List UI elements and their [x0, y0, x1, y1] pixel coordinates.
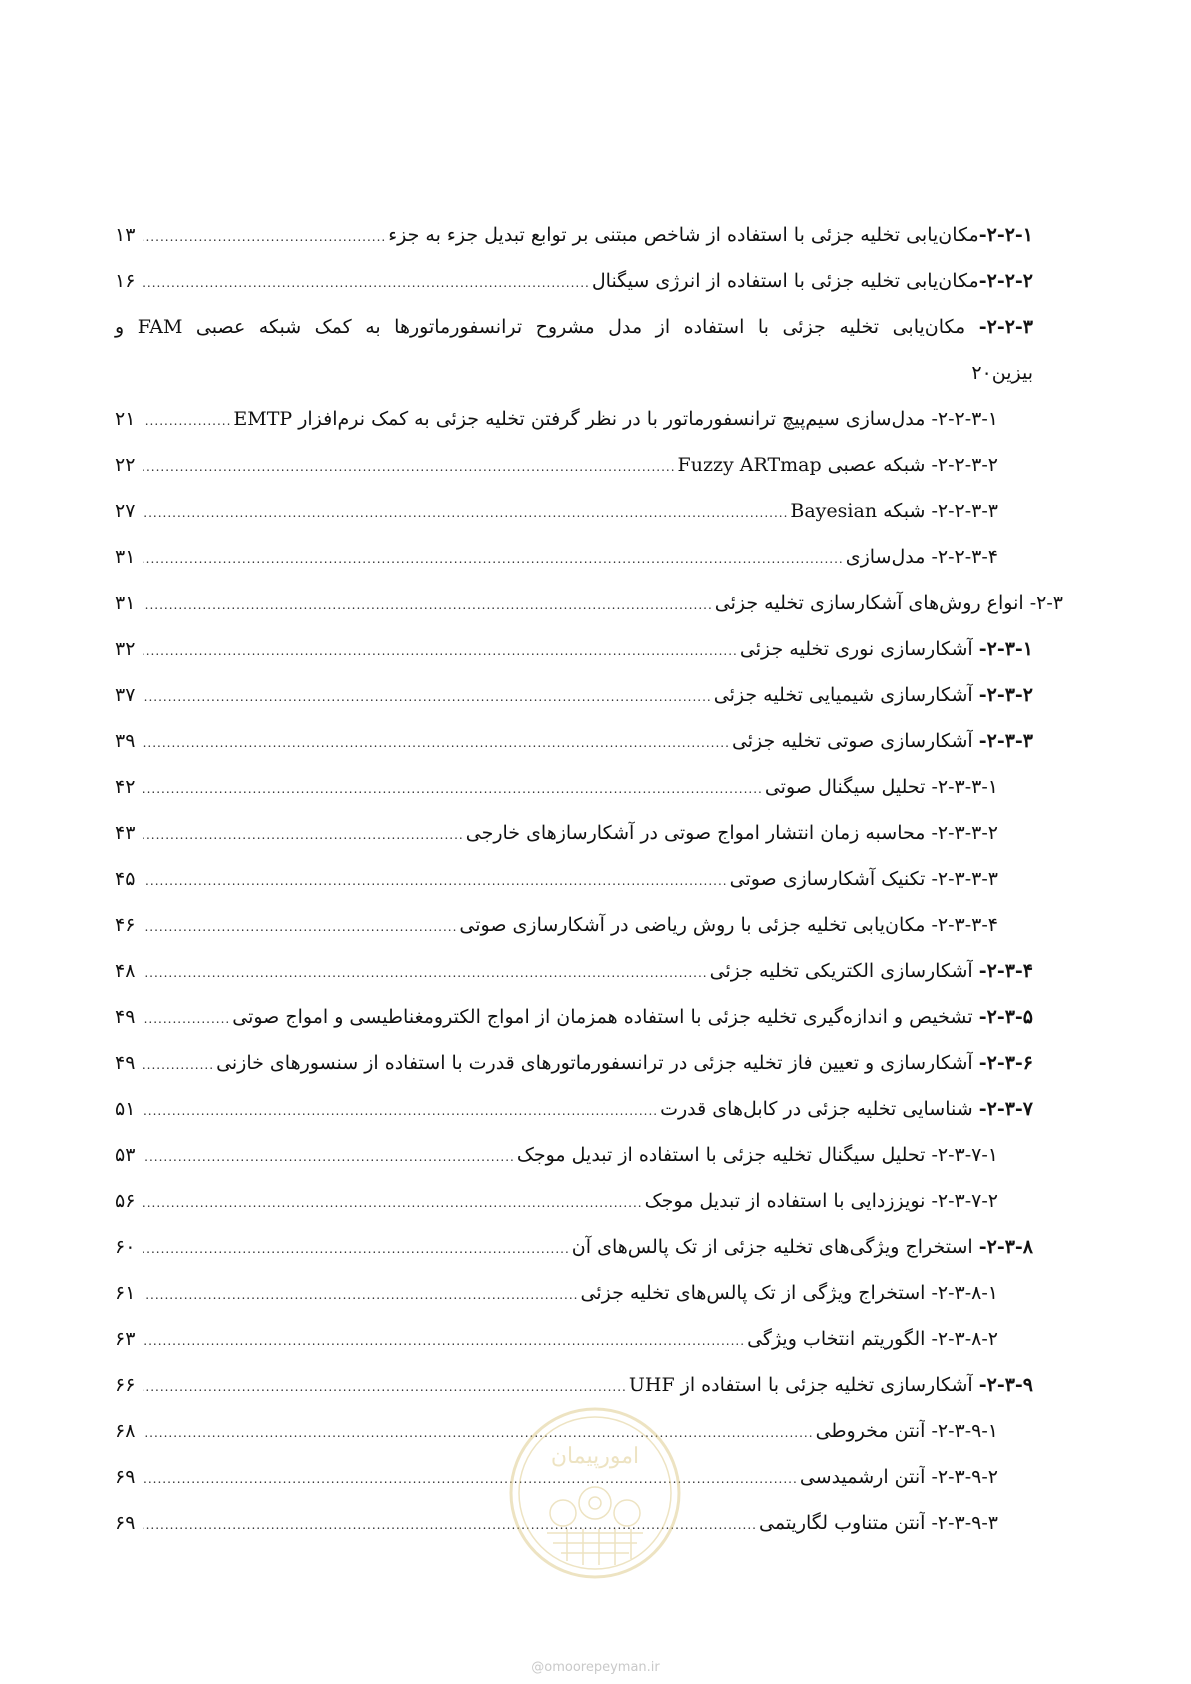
toc-leader-dots	[143, 1180, 643, 1226]
toc-entry[interactable]	[115, 672, 1033, 718]
toc-leader-dots	[143, 1410, 814, 1456]
toc-leader-dots	[143, 260, 590, 306]
toc-entry[interactable]	[115, 396, 998, 442]
toc-entry-title-continued: بیزین	[991, 362, 1033, 384]
toc-entry[interactable]	[115, 442, 998, 488]
toc-leader-dots	[143, 1456, 798, 1502]
toc-entry-title: آنتن متناوب لگاریتمی	[759, 1512, 926, 1534]
watermark-seal-icon	[507, 1405, 683, 1581]
toc-entry-title: مدل‌سازی سیم‌پیچ ترانسفورماتور با در نظر گرفتن تخلیه جزئی به کمک نرم‌افزار EMTP	[233, 408, 926, 430]
toc-leader-dots	[143, 1134, 515, 1180]
toc-entry-title: تکنیک آشکارسازی صوتی	[729, 868, 926, 890]
toc-entry-number: ۲-۳-۳-۳-	[931, 868, 998, 890]
toc-leader-dots	[143, 628, 738, 674]
toc-entry[interactable]	[115, 902, 998, 948]
toc-entry-number: ۲-۳-۸-	[978, 1236, 1033, 1258]
toc-entry-page: ۲۲	[115, 454, 136, 476]
toc-leader-dots	[143, 1226, 570, 1272]
toc-entry-number: ۲-۳-۲-	[978, 684, 1033, 706]
toc-entry-title: انواع روش‌های آشکارسازی تخلیه جزئی	[714, 592, 1024, 614]
toc-leader-dots	[143, 536, 844, 582]
toc-leader-dots	[143, 444, 676, 490]
toc-leader-dots	[143, 1364, 627, 1410]
toc-entry-number: ۲-۳-	[1029, 592, 1063, 614]
toc-entry-number: ۲-۲-۳-	[978, 316, 1033, 338]
toc-entry-number: ۲-۳-۳-۱-	[931, 776, 998, 798]
toc-entry[interactable]	[115, 1270, 998, 1316]
toc-entry-title: تحلیل سیگنال صوتی	[764, 776, 926, 798]
toc-entry-title: تحلیل سیگنال تخلیه جزئی با استفاده از تبدیل موجک	[516, 1144, 926, 1166]
toc-entry-page: ۲۷	[115, 500, 136, 522]
toc-leader-dots	[143, 950, 708, 996]
toc-entry-title: نویززدایی با استفاده از تبدیل موجک	[644, 1190, 926, 1212]
toc-entry-title: آنتن ارشمیدسی	[799, 1466, 926, 1488]
toc-entry-number: ۲-۳-۳-	[978, 730, 1033, 752]
toc-leader-dots	[143, 720, 730, 766]
toc-entry-page: ۲۱	[115, 408, 136, 430]
toc-entry-number: ۲-۲-۳-۲-	[931, 454, 998, 476]
toc-entry-number: ۲-۳-۷-۲-	[931, 1190, 998, 1212]
toc-entry-page: ۶۹	[115, 1512, 136, 1534]
toc-entry-title: شبکه عصبی Fuzzy ARTmap	[677, 454, 926, 476]
toc-entry-title: شبکه Bayesian	[790, 500, 926, 522]
toc-leader-dots	[143, 1272, 579, 1318]
toc-entry[interactable]	[115, 626, 1033, 672]
toc-entry-page: ۴۳	[115, 822, 136, 844]
toc-leader-dots	[143, 398, 231, 444]
toc-entry[interactable]	[115, 212, 1033, 258]
toc-entry[interactable]	[115, 1178, 998, 1224]
toc-leader-dots	[143, 812, 464, 858]
toc-entry-number: ۲-۳-۴-	[978, 960, 1033, 982]
toc-entry-page: ۶۳	[115, 1328, 136, 1350]
toc-entry-page: ۳۲	[115, 638, 136, 660]
toc-entry-title: آشکارسازی و تعیین فاز تخلیه جزئی در ترانسفورماتورهای قدرت با استفاده از سنسورهای خازنی	[216, 1052, 973, 1074]
toc-leader-dots	[143, 904, 457, 950]
toc-entry-title: آشکارسازی الکتریکی تخلیه جزئی	[709, 960, 973, 982]
toc-entry-number: ۲-۳-۹-۱-	[931, 1420, 998, 1442]
toc-entry-first-line	[115, 304, 1033, 350]
toc-entry-title: مکان‌یابی تخلیه جزئی با استفاده از انرژی سیگنال	[591, 270, 979, 292]
toc-entry[interactable]	[115, 1362, 1033, 1408]
toc-entry-page: ۴۵	[115, 868, 136, 890]
toc-entry-number: ۲-۲-۳-۴-	[931, 546, 998, 568]
toc-entry-page: ۴۶	[115, 914, 136, 936]
toc-entry[interactable]	[115, 1086, 1033, 1132]
toc-leader-dots	[143, 674, 712, 720]
toc-entry[interactable]	[115, 718, 1033, 764]
toc-entry-page: ۵۶	[115, 1190, 136, 1212]
toc-entry[interactable]	[115, 1224, 1033, 1270]
toc-entry-page: ۵۳	[115, 1144, 136, 1166]
toc-entry-page: ۵۱	[115, 1098, 136, 1120]
toc-leader-dots	[143, 858, 728, 904]
toc-entry-number: ۲-۳-۷-۱-	[931, 1144, 998, 1166]
toc-entry-number: ۲-۳-۸-۱-	[931, 1282, 998, 1304]
toc-entry-number: ۲-۳-۹-	[978, 1374, 1033, 1396]
toc-entry-page: ۴۹	[115, 1006, 136, 1028]
toc-entry[interactable]	[115, 488, 998, 534]
toc-entry-number: ۲-۳-۵-	[978, 1006, 1033, 1028]
toc-entry-title: مدل‌سازی	[845, 546, 926, 568]
toc-entry-page: ۶۰	[115, 1236, 136, 1258]
toc-entry-number: ۲-۳-۷-	[978, 1098, 1033, 1120]
toc-entry[interactable]	[115, 258, 1033, 304]
toc-entry[interactable]	[115, 994, 1033, 1040]
toc-entry-page: ۳۹	[115, 730, 136, 752]
toc-entry-title: استخراج ویژگی‌های تخلیه جزئی از تک پالس‌های آن	[571, 1236, 973, 1258]
toc-entry-title: محاسبه زمان انتشار امواج صوتی در آشکارسازهای خارجی	[465, 822, 926, 844]
toc-leader-dots	[143, 1042, 214, 1088]
toc-leader-dots	[143, 766, 763, 812]
toc-entry[interactable]	[115, 856, 998, 902]
toc-entry[interactable]	[115, 1040, 1033, 1086]
toc-entry-page: ۶۱	[115, 1282, 136, 1304]
toc-entry[interactable]	[115, 1316, 998, 1362]
toc-entry-page: ۱۶	[115, 270, 136, 292]
toc-entry-number: ۲-۳-۸-۲-	[931, 1328, 998, 1350]
toc-entry-page: ۴۹	[115, 1052, 136, 1074]
watermark-seal-text: امورپیمان	[550, 1444, 640, 1469]
toc-entry-title: آشکارسازی تخلیه جزئی با استفاده از UHF	[628, 1374, 973, 1396]
toc-entry-number: ۲-۲-۳-۱-	[931, 408, 998, 430]
toc-entry-page: ۲۰	[971, 362, 992, 384]
toc-entry[interactable]	[115, 580, 1063, 626]
toc-leader-dots	[143, 1318, 745, 1364]
toc-entry-page: ۶۹	[115, 1466, 136, 1488]
toc-entry-page: ۳۱	[115, 592, 136, 614]
toc-entry[interactable]	[115, 1132, 998, 1178]
toc-entry-title: مکان‌یابی تخلیه جزئی با استفاده از شاخص مبتنی بر توابع تبدیل جزء به جزء	[388, 224, 979, 246]
toc-entry-title: شناسایی تخلیه جزئی در کابل‌های قدرت	[660, 1098, 973, 1120]
toc-entry-title: تشخیص و اندازه‌گیری تخلیه جزئی با استفاده همزمان از امواج الکترومغناطیسی و امواج صوتی	[232, 1006, 973, 1028]
toc-entry-number: ۲-۲-۳-۳-	[931, 500, 998, 522]
toc-entry-title: مکان‌یابی تخلیه جزئی با استفاده از مدل مشروح ترانسفورماتورها به کمک شبکه عصبی FAM و	[115, 316, 966, 338]
toc-entry-number: ۲-۳-۶-	[978, 1052, 1033, 1074]
toc-entry-title: الگوریتم انتخاب ویژگی	[747, 1328, 926, 1350]
toc-entry-number: ۲-۳-۳-۲-	[931, 822, 998, 844]
toc-entry[interactable]	[115, 948, 1033, 994]
toc-entry[interactable]	[115, 764, 998, 810]
toc-entry-number: ۲-۳-۱-	[978, 638, 1033, 660]
toc-entry-number: ۲-۲-۲-	[978, 270, 1033, 292]
toc-entry-wrapped[interactable]	[115, 304, 1063, 396]
toc-entry-title: آشکارسازی صوتی تخلیه جزئی	[731, 730, 973, 752]
toc-entry-number: ۲-۳-۹-۲-	[931, 1466, 998, 1488]
toc-entry[interactable]	[115, 810, 998, 856]
toc-entry-page: ۶۶	[115, 1374, 136, 1396]
toc-entry-page: ۳۱	[115, 546, 136, 568]
toc-entry-number: ۲-۲-۱-	[978, 224, 1033, 246]
table-of-contents	[115, 212, 1063, 1546]
toc-entry-page: ۴۲	[115, 776, 136, 798]
toc-entry-title: آشکارسازی نوری تخلیه جزئی	[739, 638, 973, 660]
watermark-url: @omoorepeyman.ir	[531, 1660, 660, 1675]
toc-entry-page: ۱۳	[115, 224, 136, 246]
toc-entry-title: مکان‌یابی تخلیه جزئی با روش ریاضی در آشکارسازی صوتی	[459, 914, 926, 936]
toc-entry-title: استخراج ویژگی از تک پالس‌های تخلیه جزئی	[580, 1282, 926, 1304]
toc-leader-dots	[143, 214, 386, 260]
toc-leader-dots	[143, 490, 788, 536]
toc-leader-dots	[143, 996, 230, 1042]
toc-entry[interactable]	[115, 534, 998, 580]
toc-leader-dots	[143, 582, 713, 628]
toc-entry-second-line	[115, 350, 1033, 396]
toc-entry-number: ۲-۳-۹-۳-	[931, 1512, 998, 1534]
toc-entry-title: آنتن مخروطی	[815, 1420, 926, 1442]
toc-entry-title: آشکارسازی شیمیایی تخلیه جزئی	[713, 684, 973, 706]
toc-leader-dots	[143, 1088, 658, 1134]
toc-entry-number: ۲-۳-۳-۴-	[931, 914, 998, 936]
toc-entry-page: ۳۷	[115, 684, 136, 706]
toc-entry-page: ۴۸	[115, 960, 136, 982]
toc-entry-page: ۶۸	[115, 1420, 136, 1442]
